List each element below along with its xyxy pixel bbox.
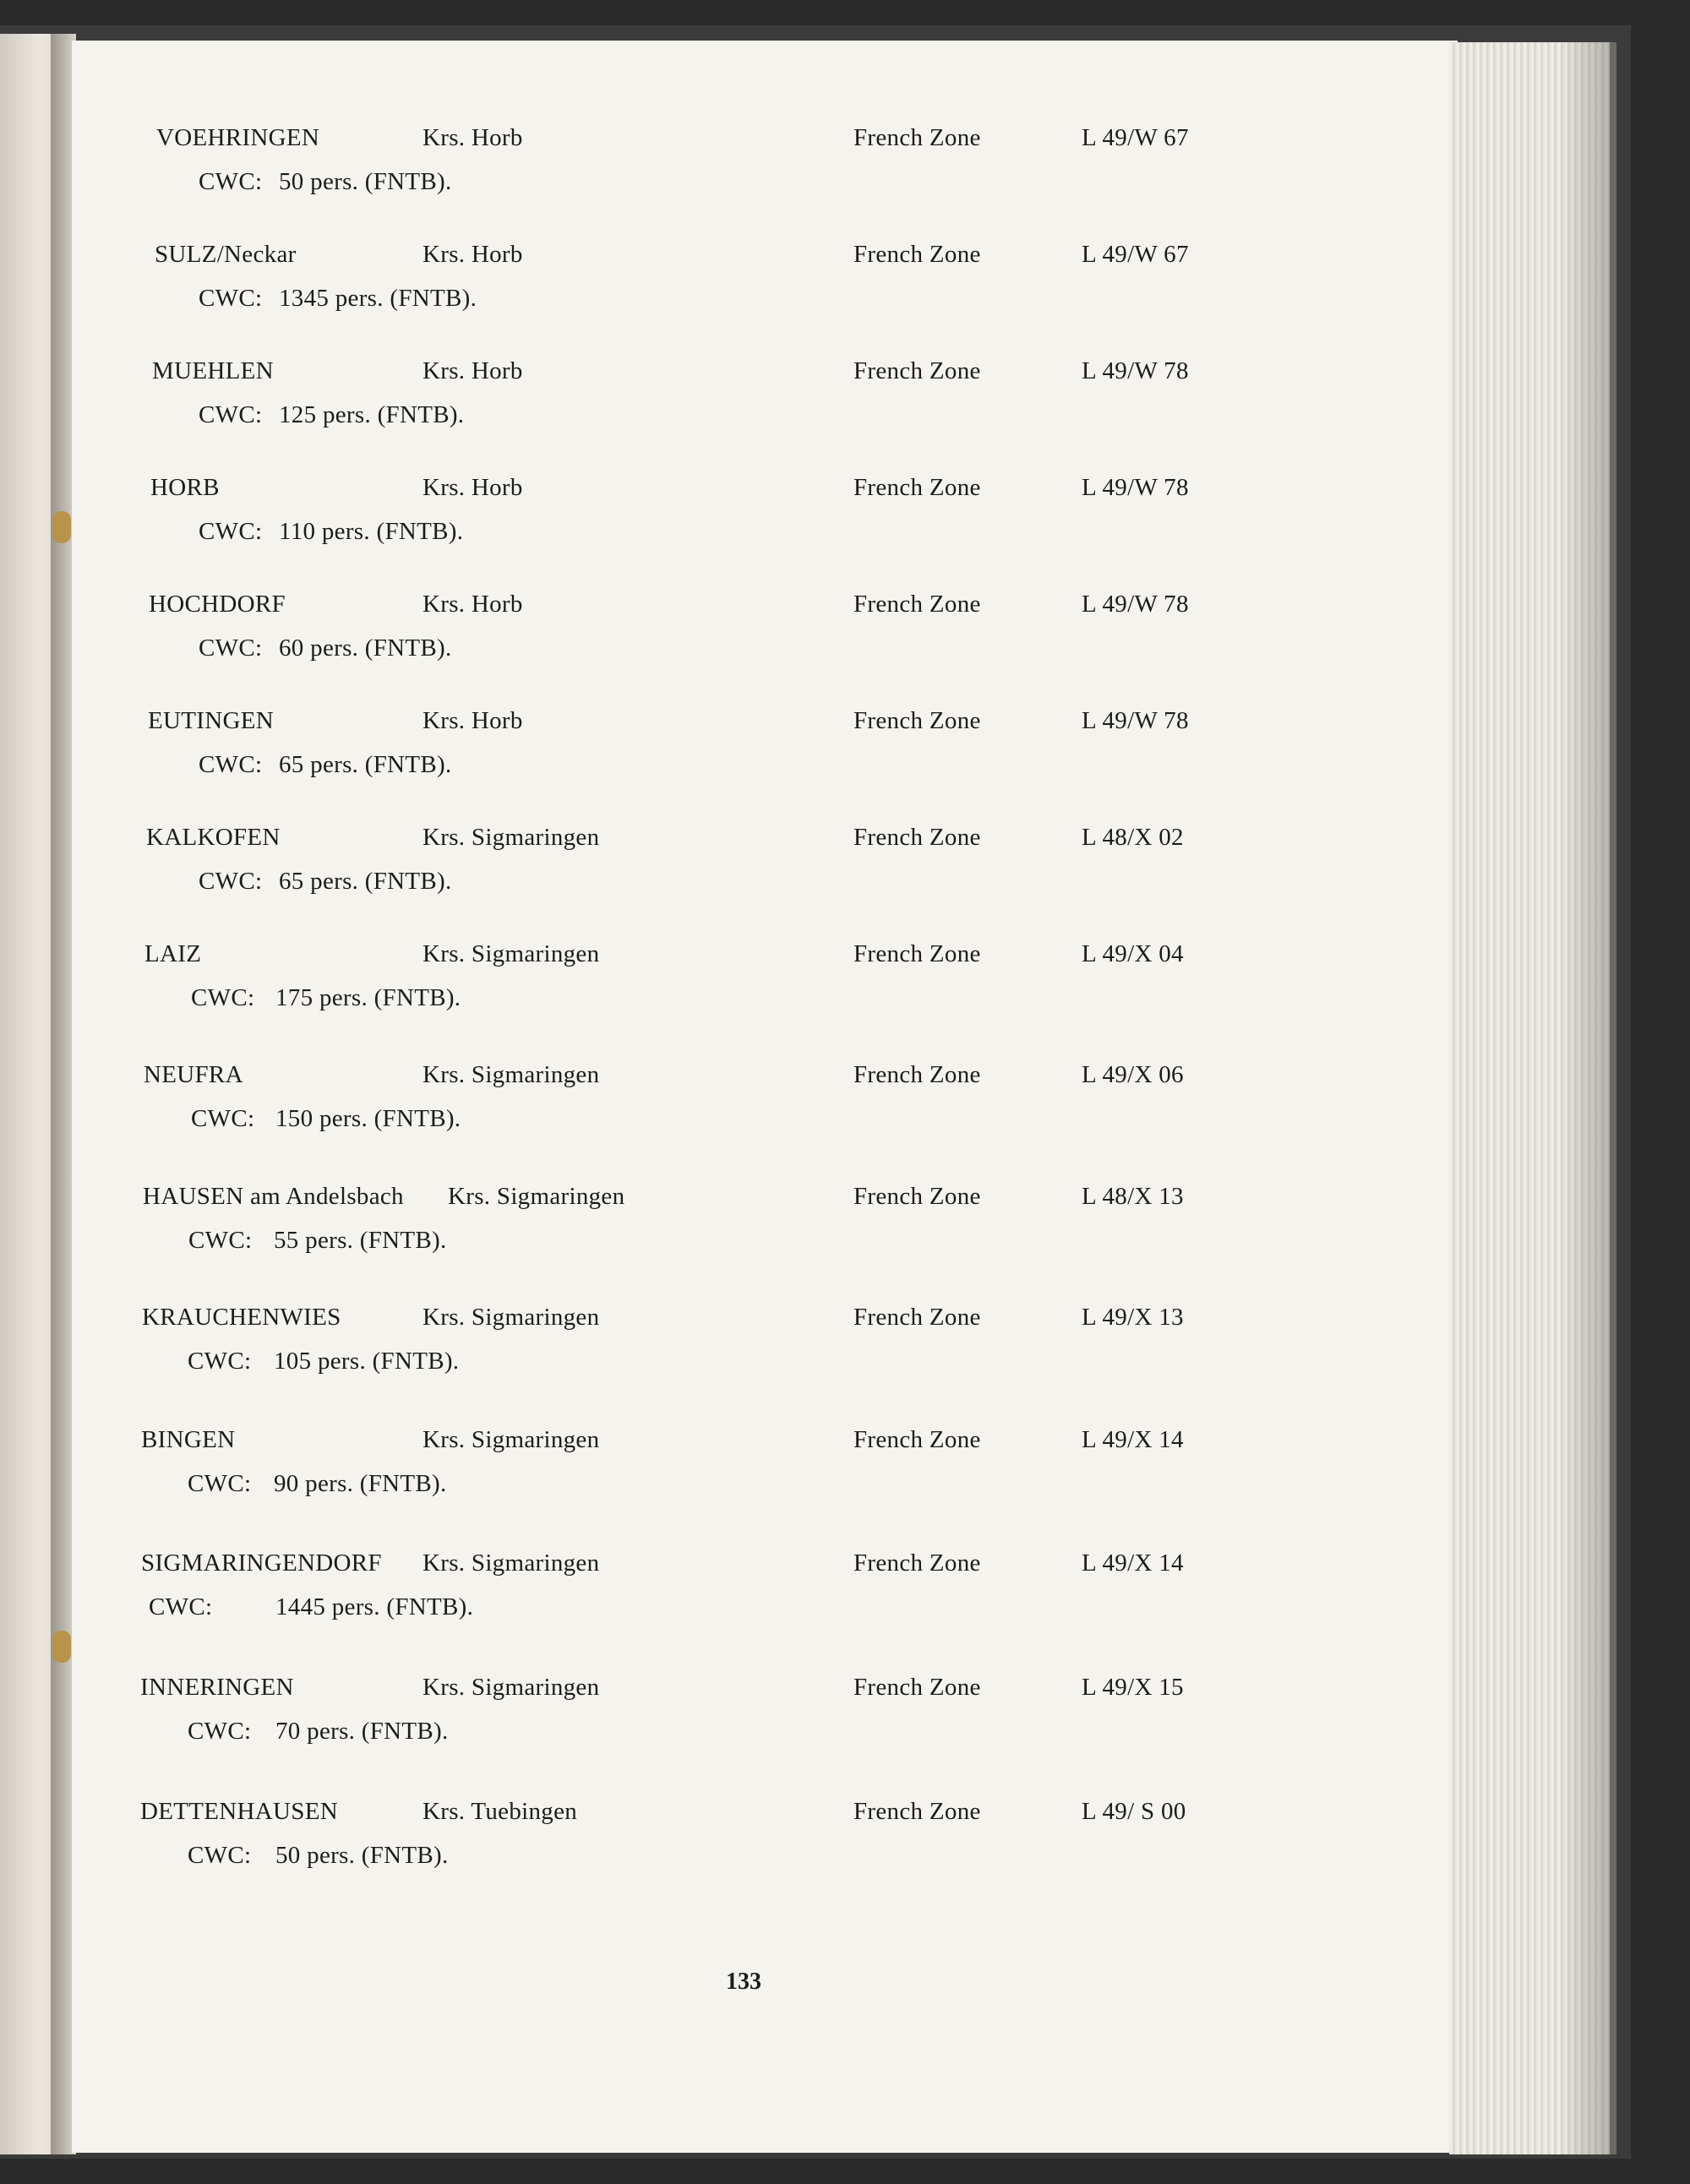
place-name: HAUSEN am Andelsbach: [143, 1183, 404, 1210]
cwc-value: 70 pers. (FNTB).: [275, 1718, 449, 1745]
zone: French Zone: [853, 591, 981, 618]
district: Krs. Horb: [422, 241, 523, 268]
grid-reference: L 49/X 04: [1082, 940, 1184, 967]
district: Krs. Sigmaringen: [422, 940, 600, 967]
entry: [0, 1183, 1690, 1284]
grid-reference: L 49/X 06: [1082, 1061, 1184, 1088]
entry: [0, 591, 1690, 692]
grid-reference: L 49/W 78: [1082, 474, 1189, 501]
entry: [0, 474, 1690, 575]
cwc-label: CWC:: [199, 635, 263, 662]
page-number: 133: [726, 1969, 761, 1995]
district: Krs. Horb: [422, 474, 523, 501]
grid-reference: L 48/X 13: [1082, 1183, 1184, 1210]
cwc-value: 125 pers. (FNTB).: [279, 401, 465, 428]
place-name: NEUFRA: [144, 1061, 243, 1088]
zone: French Zone: [853, 824, 981, 851]
grid-reference: L 49/X 14: [1082, 1426, 1184, 1453]
place-name: HOCHDORF: [149, 591, 286, 618]
entry: [0, 124, 1690, 226]
grid-reference: L 49/W 67: [1082, 241, 1189, 268]
entry: [0, 1061, 1690, 1163]
grid-reference: L 49/W 78: [1082, 357, 1189, 384]
grid-reference: L 49/W 67: [1082, 124, 1189, 151]
cwc-label: CWC:: [149, 1593, 213, 1620]
cwc-label: CWC:: [188, 1718, 252, 1745]
zone: French Zone: [853, 1798, 981, 1825]
district: Krs. Sigmaringen: [422, 1304, 600, 1331]
entry: [0, 1674, 1690, 1775]
grid-reference: L 49/W 78: [1082, 707, 1189, 734]
cwc-label: CWC:: [199, 401, 263, 428]
cwc-label: CWC:: [199, 518, 263, 545]
grid-reference: L 49/X 13: [1082, 1304, 1184, 1331]
district: Krs. Sigmaringen: [422, 824, 600, 851]
place-name: EUTINGEN: [148, 707, 274, 734]
district: Krs. Horb: [422, 591, 523, 618]
grid-reference: L 49/ S 00: [1082, 1798, 1186, 1825]
place-name: BINGEN: [141, 1426, 236, 1453]
cwc-value: 1345 pers. (FNTB).: [279, 285, 477, 312]
entry: [0, 241, 1690, 342]
cwc-value: 105 pers. (FNTB).: [274, 1348, 460, 1375]
cwc-value: 50 pers. (FNTB).: [275, 1842, 449, 1869]
district: Krs. Horb: [422, 124, 523, 151]
cwc-value: 50 pers. (FNTB).: [279, 168, 452, 195]
cwc-value: 150 pers. (FNTB).: [275, 1105, 461, 1132]
place-name: KRAUCHENWIES: [142, 1304, 341, 1331]
zone: French Zone: [853, 1061, 981, 1088]
entry: [0, 1549, 1690, 1651]
cwc-label: CWC:: [199, 285, 263, 312]
cwc-label: CWC:: [191, 984, 255, 1011]
zone: French Zone: [853, 940, 981, 967]
district: Krs. Tuebingen: [422, 1798, 578, 1825]
entry: [0, 1798, 1690, 1899]
place-name: DETTENHAUSEN: [140, 1798, 338, 1825]
zone: French Zone: [853, 1549, 981, 1577]
place-name: KALKOFEN: [146, 824, 281, 851]
district: Krs. Horb: [422, 707, 523, 734]
zone: French Zone: [853, 124, 981, 151]
cwc-label: CWC:: [199, 868, 263, 895]
place-name: HORB: [150, 474, 220, 501]
cwc-value: 90 pers. (FNTB).: [274, 1470, 447, 1497]
place-name: MUEHLEN: [152, 357, 274, 384]
grid-reference: L 49/X 15: [1082, 1674, 1184, 1701]
entry: [0, 357, 1690, 459]
cwc-value: 65 pers. (FNTB).: [279, 868, 452, 895]
cwc-label: CWC:: [188, 1227, 253, 1254]
zone: French Zone: [853, 707, 981, 734]
place-name: SIGMARINGENDORF: [141, 1549, 382, 1577]
district: Krs. Sigmaringen: [422, 1426, 600, 1453]
grid-reference: L 49/W 78: [1082, 591, 1189, 618]
grid-reference: L 48/X 02: [1082, 824, 1184, 851]
place-name: SULZ/Neckar: [155, 241, 297, 268]
district: Krs. Sigmaringen: [422, 1549, 600, 1577]
grid-reference: L 49/X 14: [1082, 1549, 1184, 1577]
district: Krs. Horb: [422, 357, 523, 384]
cwc-label: CWC:: [188, 1348, 252, 1375]
entry: [0, 940, 1690, 1042]
cwc-value: 65 pers. (FNTB).: [279, 751, 452, 778]
zone: French Zone: [853, 1426, 981, 1453]
cwc-value: 1445 pers. (FNTB).: [275, 1593, 474, 1620]
cwc-value: 60 pers. (FNTB).: [279, 635, 452, 662]
entry: [0, 824, 1690, 925]
cwc-value: 175 pers. (FNTB).: [275, 984, 461, 1011]
cwc-label: CWC:: [188, 1842, 252, 1869]
district: Krs. Sigmaringen: [422, 1061, 600, 1088]
cwc-label: CWC:: [191, 1105, 255, 1132]
zone: French Zone: [853, 474, 981, 501]
zone: French Zone: [853, 1304, 981, 1331]
place-name: VOEHRINGEN: [156, 124, 320, 151]
zone: French Zone: [853, 1674, 981, 1701]
cwc-label: CWC:: [199, 751, 263, 778]
entry: [0, 707, 1690, 809]
zone: French Zone: [853, 357, 981, 384]
district: Krs. Sigmaringen: [448, 1183, 625, 1210]
entry: [0, 1426, 1690, 1528]
zone: French Zone: [853, 1183, 981, 1210]
cwc-label: CWC:: [199, 168, 263, 195]
entry: [0, 1304, 1690, 1405]
place-name: LAIZ: [144, 940, 202, 967]
cwc-value: 110 pers. (FNTB).: [279, 518, 464, 545]
place-name: INNERINGEN: [140, 1674, 294, 1701]
cwc-label: CWC:: [188, 1470, 252, 1497]
zone: French Zone: [853, 241, 981, 268]
cwc-value: 55 pers. (FNTB).: [274, 1227, 447, 1254]
district: Krs. Sigmaringen: [422, 1674, 600, 1701]
